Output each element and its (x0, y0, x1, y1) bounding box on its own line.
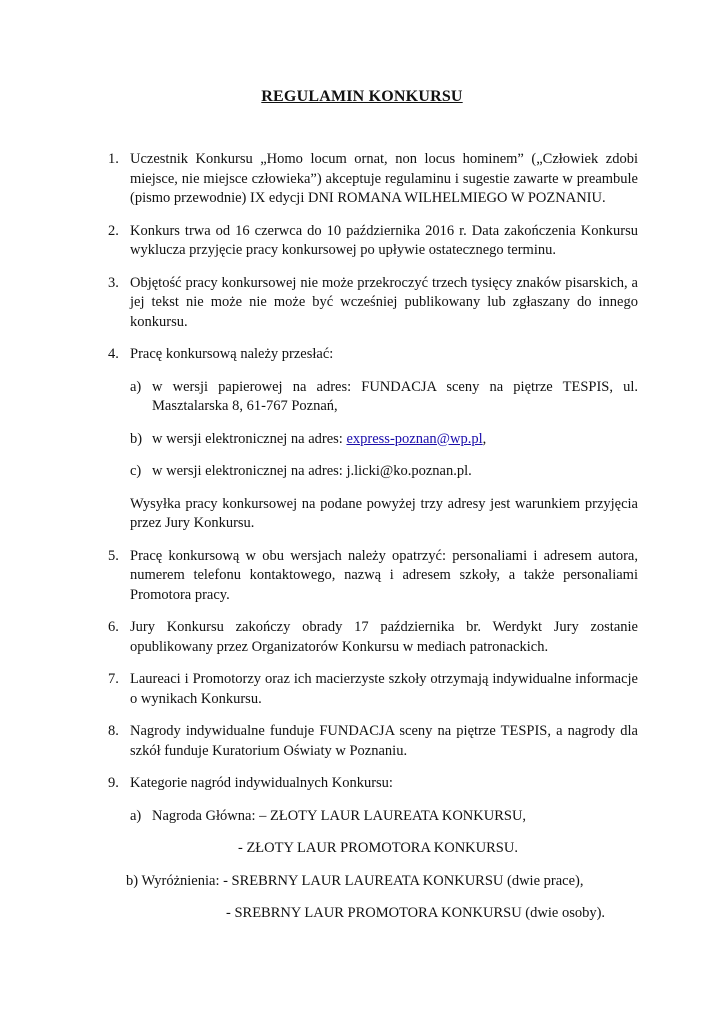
rule-number: 5. (108, 547, 119, 564)
rule-text: Objętość pracy konkursowej nie może przekroczyć trzech tysięcy znaków pisarskich, a jej tekst nie może nie może być wcześniej publikowany lub zgłaszany do innego konkursu. (130, 274, 638, 330)
option-text: w wersji papierowej na adres: FUNDACJA sceny na piętrze TESPIS, ul. Masztalarska 8, 61-767 Poznań, (152, 378, 638, 414)
rule-text: Jury Konkursu zakończy obrady 17 października br. Werdykt Jury zostanie opublikowany przez Organizatorów Konkursu w mediach patronackich. (130, 619, 638, 655)
rule-number: 8. (108, 723, 119, 739)
rule-4 (108, 345, 638, 534)
option-text-before: w wersji elektronicznej na adres: (152, 430, 347, 447)
rule-2 (108, 222, 638, 261)
document-title: REGULAMIN KONKURSU (261, 88, 463, 105)
rule-text: Nagrody indywidualne funduje FUNDACJA sceny na piętrze TESPIS, a nagrody dla szkół funduje Kuratorium Oświaty w Poznaniu. (130, 723, 638, 759)
prize-distinction-line-1 (126, 872, 638, 892)
option-text-after: , (482, 430, 487, 447)
prize-text: - SREBRNY LAUR PROMOTORA KONKURSU (dwie osoby). (226, 905, 606, 921)
rule-6 (108, 618, 638, 657)
rule-4-option-c (130, 462, 638, 482)
rule-4-note: Wysyłka pracy konkursowej na podane powyżej trzy adresy jest warunkiem przyjęcia przez Jury Konkursu. (130, 495, 638, 531)
option-letter: b) (130, 430, 143, 447)
rule-text: Kategorie nagród indywidualnych Konkursu: (130, 775, 393, 791)
rule-number: 1. (108, 151, 119, 167)
email-link[interactable]: express-poznan@wp.pl (346, 430, 483, 447)
rule-3 (108, 274, 638, 333)
rule-number: 9. (108, 775, 119, 791)
option-text (152, 430, 638, 450)
rule-text: Konkurs trwa od 16 czerwca do 10 października 2016 r. Data zakończenia Konkursu wyklucza przyjęcie pracy konkursowej po upływie ostatecznego terminu. (130, 222, 638, 258)
option-text: w wersji elektronicznej na adres: j.licki@ko.poznan.pl. (152, 463, 472, 479)
rule-text: Uczestnik Konkursu „Homo locum ornat, non locus hominem” („Człowiek zdobi miejsce, nie miejsce człowieka”) akceptuje regulaminu i sugestie zawarte w preambule (pismo przewodnie) IX edycji DNI ROMANA WILHELMIEGO W POZNANIU. (130, 151, 638, 206)
prize-distinction-line-2 (226, 904, 638, 924)
rule-number: 2. (108, 222, 119, 239)
rule-9 (108, 774, 638, 859)
prize-text: - ZŁOTY LAUR PROMOTORA KONKURSU. (238, 840, 518, 856)
option-letter: a) (130, 378, 142, 395)
option-letter: a) (130, 807, 142, 824)
prize-main-line-2 (130, 839, 638, 859)
rule-4-option-a (130, 378, 638, 417)
rule-number: 3. (108, 274, 119, 291)
prize-text: b) Wyróżnienia: - SREBRNY LAUR LAUREATA KONKURSU (dwie prace), (126, 872, 584, 889)
prize-text: Nagroda Główna: – ZŁOTY LAUR LAUREATA KONKURSU, (152, 807, 527, 824)
rule-1 (108, 150, 638, 209)
rule-text: Pracę konkursową należy przesłać: (130, 346, 334, 362)
rule-5 (108, 547, 638, 606)
rule-text: Laureaci i Promotorzy oraz ich macierzyste szkoły otrzymają indywidualne informacje o wynikach Konkursu. (130, 671, 638, 707)
rule-8 (108, 722, 638, 761)
prize-main-line-1 (130, 807, 638, 827)
rule-number: 4. (108, 346, 119, 362)
rule-4-option-b (130, 430, 638, 450)
rule-text: Pracę konkursową w obu wersjach należy opatrzyć: personaliami i adresem autora, numerem telefonu kontaktowego, nazwą i adresem szkoły, a także personaliami Promotora pracy. (130, 547, 638, 603)
rule-number: 7. (108, 671, 119, 687)
rule-7 (108, 670, 638, 709)
rule-number: 6. (108, 619, 119, 635)
rules-list (108, 150, 638, 937)
option-letter: c) (130, 463, 142, 479)
